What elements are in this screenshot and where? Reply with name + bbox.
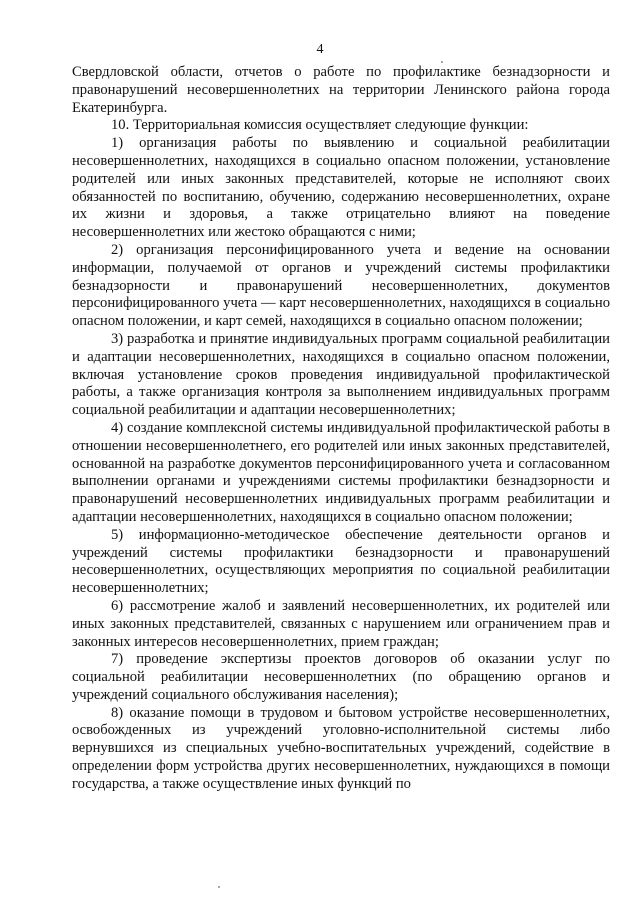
page-number: 4 bbox=[316, 42, 324, 57]
paragraph-item-4: 4) создание комплексной системы индивидуальной профилактической работы в отношении несовершеннолетнего, его родителей или иных законных представителей, основанной на разработке документов персонифицированного учета и согласованном выполнении органами и учреждениями системы профилактики безнадзорности и правонарушений несовершеннолетних индивидуальных программ реабилитации и адаптации несовершеннолетних, находящихся в социально опасном положении; bbox=[72, 419, 610, 525]
paragraph-item-2: 2) организация персонифицированного учета и ведение на основании информации, получаемой от органов и учреждений системы профилактики безнадзорности и правонарушений несовершеннолетних, документов персонифицированного учета — карт несовершеннолетних, находящихся в социально опасном положении, и карт семей, находящихся в социально опасном положении; bbox=[72, 241, 610, 330]
scan-speck bbox=[218, 886, 220, 888]
paragraph-item-3: 3) разработка и принятие индивидуальных программ социальной реабилитации и адаптации несовершеннолетних, находящихся в социально опасном положении, включая установление сроков проведения индивидуальной профилактической работы, а также организация контроля за выполнением индивидуальных программ социальной реабилитации и адаптации несовершеннолетних; bbox=[72, 330, 610, 419]
paragraph-continuation: Свердловской области, отчетов о работе по профилактике безнадзорности и правонарушений несовершеннолетних на территории Ленинского района города Екатеринбурга. bbox=[72, 64, 610, 116]
paragraph-section-10: 10. Территориальная комиссия осуществляет следующие функции: bbox=[111, 117, 529, 134]
paragraph-item-1: 1) организация работы по выявлению и социальной реабилитации несовершеннолетних, находящихся в социально опасном положении, установление родителей или иных законных представителей, которые не исполняют своих обязанностей по воспитанию, обучению, содержанию несовершеннолетних, охране их жизни и здоровья, а также отрицательно влияют на поведение несовершеннолетних или жестоко обращаются с ними; bbox=[72, 135, 610, 241]
document-body bbox=[72, 64, 610, 794]
paragraph-item-7: 7) проведение экспертизы проектов договоров об оказании услуг по социальной реабилитации несовершеннолетних (по обращению органов и учреждений социального обслуживания населения); bbox=[72, 651, 610, 703]
paragraph-item-6: 6) рассмотрение жалоб и заявлений несовершеннолетних, их родителей или иных законных представителей, связанных с нарушением или ограничением прав и законных интересов несовершеннолетних, прием граждан; bbox=[72, 597, 610, 650]
paragraph-item-5: 5) информационно-методическое обеспечение деятельности органов и учреждений системы профилактики безнадзорности и правонарушений несовершеннолетних, осуществляющих мероприятия по социальной реабилитации несовершеннолетних; bbox=[72, 526, 610, 597]
scan-speck bbox=[441, 61, 443, 63]
paragraph-item-8: 8) оказание помощи в трудовом и бытовом устройстве несовершеннолетних, освобожденных из учреждений уголовно-исполнительной системы либо вернувшихся из специальных учебно-воспитательных учреждений, содействие в определении форм устройства других несовершеннолетних, нуждающихся в помощи государства, а также осуществление иных функций по bbox=[72, 704, 610, 792]
